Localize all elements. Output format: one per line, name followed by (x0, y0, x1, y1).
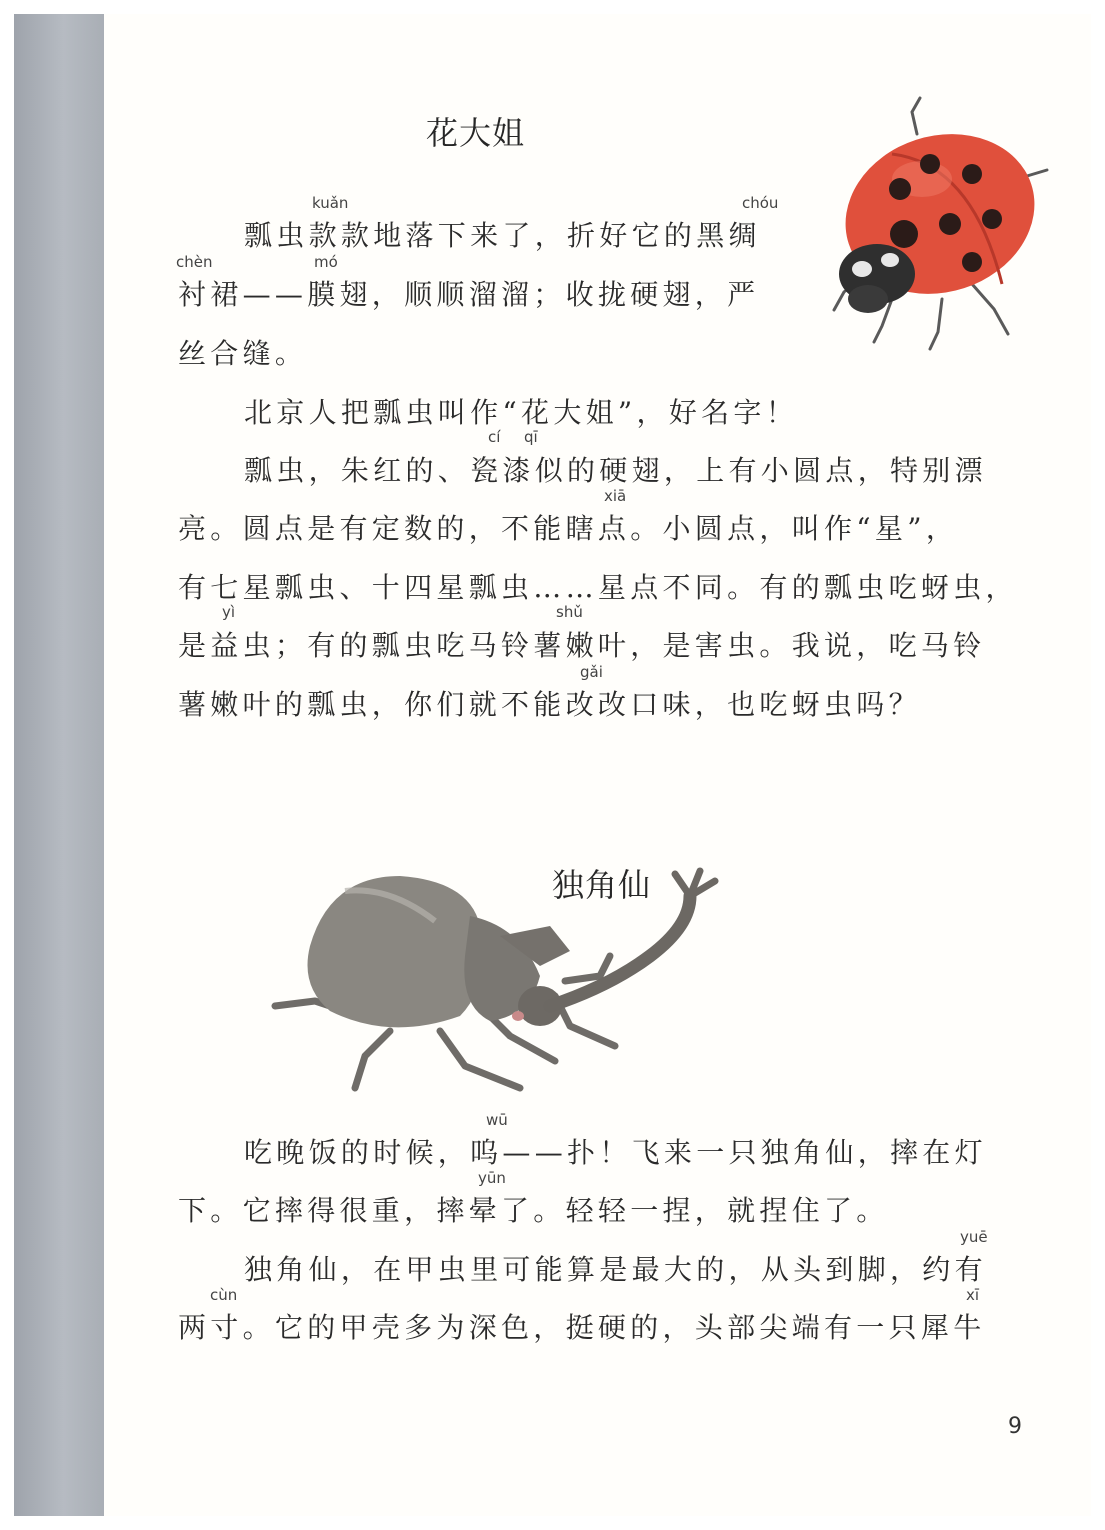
paragraph-line: 薯嫩叶的瓢虫，你们就不能改改口味，也吃蚜虫吗？ (178, 688, 921, 721)
paragraph-line: 有七星瓢虫、十四星瓢虫……星点不同。有的瓢虫吃蚜虫， (178, 571, 1018, 604)
paragraph-line: 丝合缝。 (178, 337, 308, 370)
paragraph-line: 北京人把瓢虫叫作“花大姐”，好名字！ (244, 396, 799, 429)
ladybug-illustration (822, 94, 1062, 354)
paragraph-line: 亮。圆点是有定数的，不能瞎点。小圆点，叫作“星”， (178, 512, 959, 545)
section-title-ladybug: 花大姐 (426, 114, 526, 152)
paragraph-line: 两寸。它的甲壳多为深色，挺硬的，头部尖端有一只犀牛 (178, 1311, 986, 1344)
pinyin-xi: xī (966, 1286, 980, 1304)
paragraph-line: 独角仙，在甲虫里可能算是最大的，从头到脚，约有 (244, 1253, 987, 1286)
book-spine-edge (14, 14, 104, 1516)
pinyin-wu: wū (486, 1111, 508, 1129)
paragraph-line: 吃晚饭的时候，呜——扑！飞来一只独角仙，摔在灯 (244, 1136, 987, 1169)
pinyin-chen: chèn (176, 253, 213, 271)
paragraph-line: 瓢虫，朱红的、瓷漆似的硬翅，上有小圆点，特别漂 (244, 454, 987, 487)
section-title-beetle: 独角仙 (552, 866, 652, 904)
pinyin-gai: gǎi (580, 663, 603, 681)
pinyin-mo: mó (314, 253, 338, 271)
paragraph-line: 是益虫；有的瓢虫吃马铃薯嫩叶，是害虫。我说，吃马铃 (178, 629, 986, 662)
pinyin-cun: cùn (210, 1286, 238, 1304)
pinyin-shu: shǔ (556, 603, 583, 621)
pinyin-yun: yūn (478, 1169, 506, 1187)
pinyin-xia: xiā (604, 487, 627, 505)
pinyin-qi: qī (524, 428, 538, 446)
paragraph-line: 衬裙——膜翅，顺顺溜溜；收拢硬翅，严 (178, 278, 760, 311)
rhinoceros-beetle-illustration (270, 866, 730, 1106)
page-number: 9 (1008, 1414, 1022, 1439)
pinyin-yue: yuē (960, 1228, 988, 1246)
paragraph-line: 瓢虫款款地落下来了，折好它的黑绸 (244, 219, 761, 252)
pinyin-ci: cí (488, 428, 501, 446)
pinyin-kuan: kuǎn (312, 194, 349, 212)
pinyin-chou: chóu (742, 194, 779, 212)
paragraph-line: 下。它摔得很重，摔晕了。轻轻一捏，就捏住了。 (178, 1194, 889, 1227)
pinyin-yi: yì (222, 603, 236, 621)
